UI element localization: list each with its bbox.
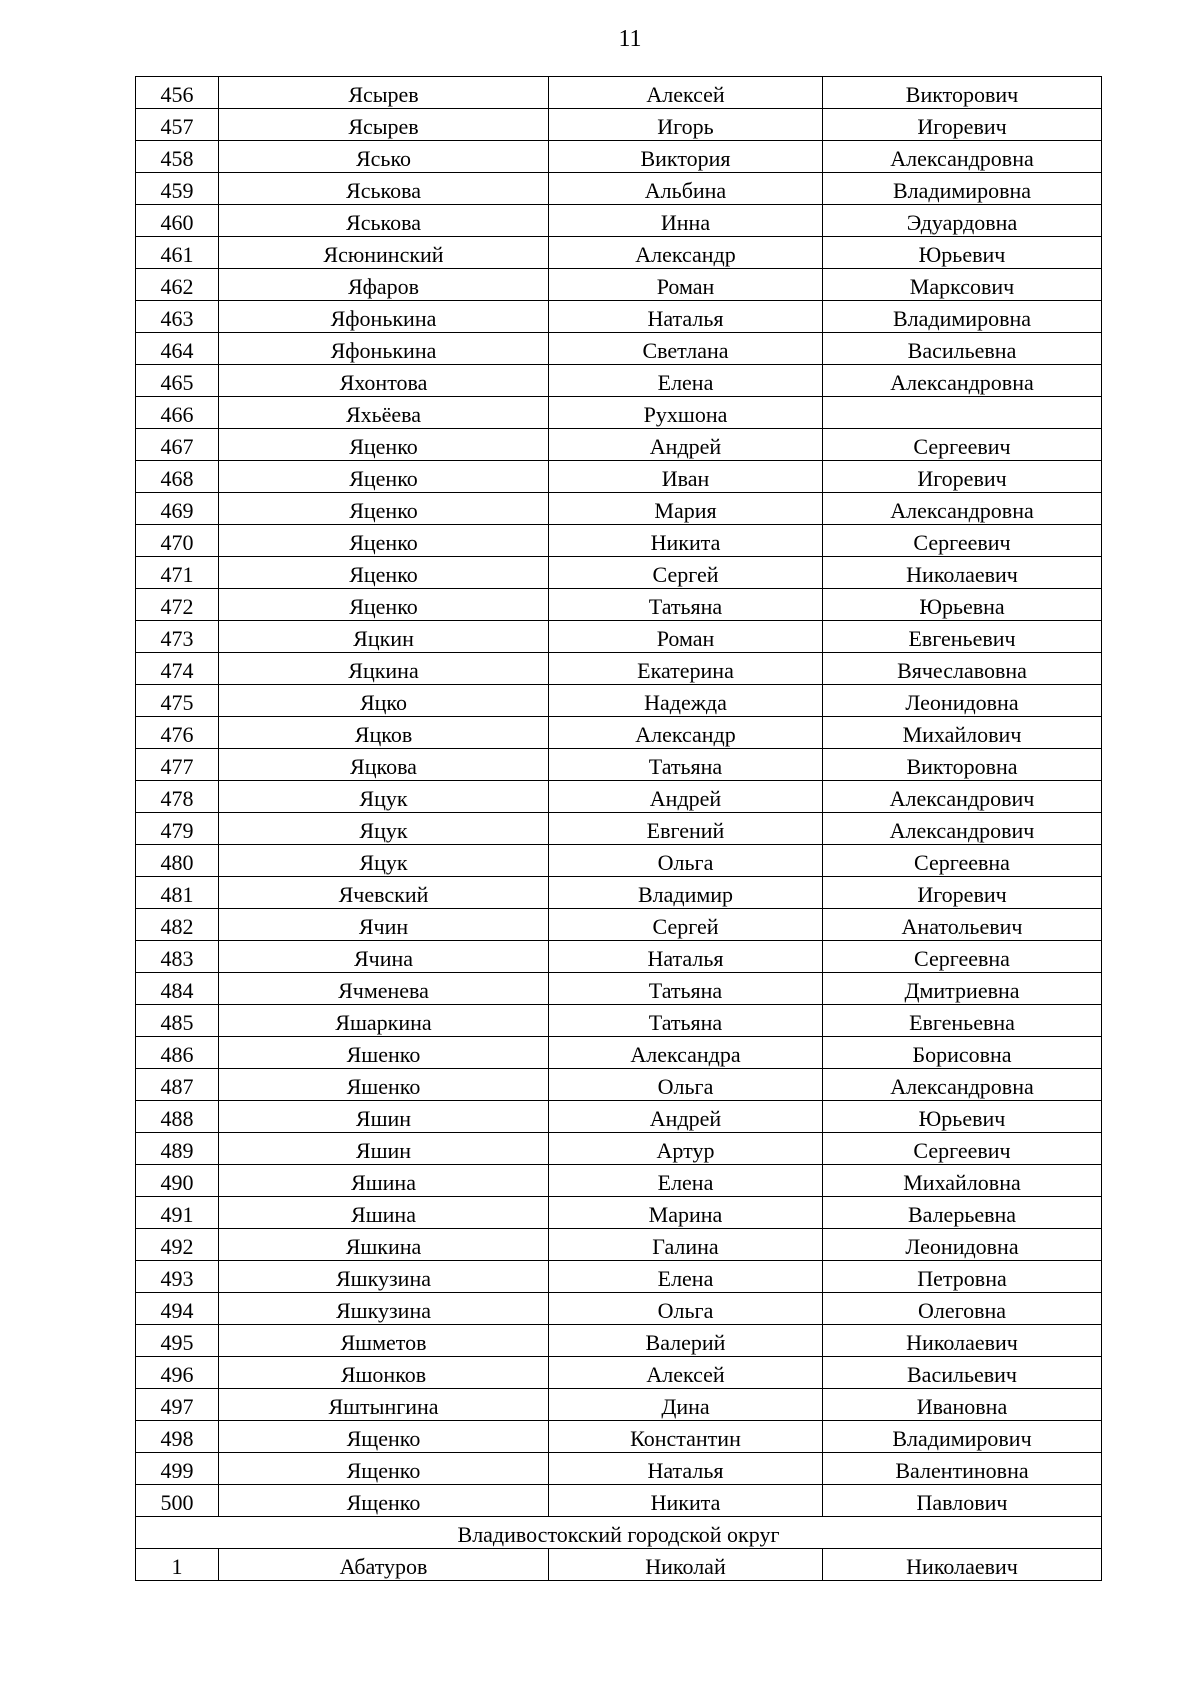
table-row xyxy=(136,1069,1102,1101)
row-number: 473 xyxy=(136,621,219,653)
first-name: Андрей xyxy=(549,1101,823,1133)
row-number: 492 xyxy=(136,1229,219,1261)
roster-table-body xyxy=(136,77,1102,1581)
first-name: Рухшона xyxy=(549,397,823,429)
row-number: 490 xyxy=(136,1165,219,1197)
first-name: Николай xyxy=(549,1549,823,1581)
last-name: Ячина xyxy=(219,941,549,973)
last-name: Яфаров xyxy=(219,269,549,301)
last-name: Ячевский xyxy=(219,877,549,909)
row-number: 474 xyxy=(136,653,219,685)
table-row xyxy=(136,109,1102,141)
first-name: Артур xyxy=(549,1133,823,1165)
patronymic: Анатольевич xyxy=(823,909,1102,941)
last-name: Яценко xyxy=(219,589,549,621)
first-name: Роман xyxy=(549,621,823,653)
first-name: Роман xyxy=(549,269,823,301)
table-row xyxy=(136,1133,1102,1165)
first-name: Сергей xyxy=(549,557,823,589)
last-name: Яцук xyxy=(219,813,549,845)
table-row xyxy=(136,205,1102,237)
row-number: 496 xyxy=(136,1357,219,1389)
first-name: Надежда xyxy=(549,685,823,717)
last-name: Ячменева xyxy=(219,973,549,1005)
roster-table xyxy=(135,76,1102,1581)
last-name: Ященко xyxy=(219,1453,549,1485)
last-name: Ячин xyxy=(219,909,549,941)
row-number: 481 xyxy=(136,877,219,909)
table-row xyxy=(136,1389,1102,1421)
patronymic: Александровна xyxy=(823,141,1102,173)
last-name: Яшкина xyxy=(219,1229,549,1261)
first-name: Никита xyxy=(549,525,823,557)
table-row xyxy=(136,1325,1102,1357)
row-number: 486 xyxy=(136,1037,219,1069)
first-name: Алексей xyxy=(549,77,823,109)
row-number: 491 xyxy=(136,1197,219,1229)
table-row xyxy=(136,1197,1102,1229)
first-name: Татьяна xyxy=(549,1005,823,1037)
patronymic: Сергеевна xyxy=(823,845,1102,877)
patronymic: Леонидовна xyxy=(823,685,1102,717)
row-number: 471 xyxy=(136,557,219,589)
first-name: Галина xyxy=(549,1229,823,1261)
table-row xyxy=(136,1357,1102,1389)
last-name: Яценко xyxy=(219,461,549,493)
first-name: Альбина xyxy=(549,173,823,205)
patronymic: Юрьевич xyxy=(823,237,1102,269)
patronymic: Евгеньевич xyxy=(823,621,1102,653)
table-row xyxy=(136,1165,1102,1197)
row-number: 467 xyxy=(136,429,219,461)
row-number: 464 xyxy=(136,333,219,365)
row-number: 470 xyxy=(136,525,219,557)
last-name: Абатуров xyxy=(219,1549,549,1581)
first-name: Никита xyxy=(549,1485,823,1517)
first-name: Татьяна xyxy=(549,973,823,1005)
last-name: Яшаркина xyxy=(219,1005,549,1037)
patronymic: Александровна xyxy=(823,365,1102,397)
patronymic: Викторовна xyxy=(823,749,1102,781)
table-row xyxy=(136,781,1102,813)
patronymic: Игоревич xyxy=(823,109,1102,141)
last-name: Яцков xyxy=(219,717,549,749)
patronymic: Александровна xyxy=(823,1069,1102,1101)
row-number: 465 xyxy=(136,365,219,397)
table-row xyxy=(136,1453,1102,1485)
first-name: Марина xyxy=(549,1197,823,1229)
row-number: 479 xyxy=(136,813,219,845)
table-row xyxy=(136,1005,1102,1037)
last-name: Яшонков xyxy=(219,1357,549,1389)
table-row xyxy=(136,1485,1102,1517)
last-name: Яшенко xyxy=(219,1069,549,1101)
first-name: Константин xyxy=(549,1421,823,1453)
table-row xyxy=(136,1037,1102,1069)
table-row xyxy=(136,397,1102,429)
patronymic: Александрович xyxy=(823,781,1102,813)
first-name: Виктория xyxy=(549,141,823,173)
row-number: 485 xyxy=(136,1005,219,1037)
patronymic: Александровна xyxy=(823,493,1102,525)
patronymic xyxy=(823,397,1102,429)
patronymic: Васильевна xyxy=(823,333,1102,365)
patronymic: Владимировна xyxy=(823,173,1102,205)
last-name: Яшина xyxy=(219,1165,549,1197)
patronymic: Ивановна xyxy=(823,1389,1102,1421)
table-row xyxy=(136,685,1102,717)
first-name: Александр xyxy=(549,717,823,749)
table-row xyxy=(136,493,1102,525)
table-row xyxy=(136,333,1102,365)
last-name: Яценко xyxy=(219,557,549,589)
patronymic: Вячеславовна xyxy=(823,653,1102,685)
last-name: Ясюнинский xyxy=(219,237,549,269)
last-name: Яцкин xyxy=(219,621,549,653)
patronymic: Леонидовна xyxy=(823,1229,1102,1261)
patronymic: Валерьевна xyxy=(823,1197,1102,1229)
last-name: Яцук xyxy=(219,845,549,877)
first-name: Андрей xyxy=(549,781,823,813)
last-name: Яхонтова xyxy=(219,365,549,397)
first-name: Александр xyxy=(549,237,823,269)
table-row xyxy=(136,173,1102,205)
row-number: 497 xyxy=(136,1389,219,1421)
section-title: Владивостокский городской округ xyxy=(136,1517,1102,1549)
table-row xyxy=(136,621,1102,653)
patronymic: Сергеевна xyxy=(823,941,1102,973)
first-name: Андрей xyxy=(549,429,823,461)
last-name: Яшметов xyxy=(219,1325,549,1357)
last-name: Яськова xyxy=(219,205,549,237)
first-name: Дина xyxy=(549,1389,823,1421)
first-name: Александра xyxy=(549,1037,823,1069)
patronymic: Сергеевич xyxy=(823,525,1102,557)
table-row xyxy=(136,749,1102,781)
section-header-row xyxy=(136,1517,1102,1549)
last-name: Яцук xyxy=(219,781,549,813)
table-row xyxy=(136,941,1102,973)
table-row xyxy=(136,237,1102,269)
last-name: Яцкова xyxy=(219,749,549,781)
patronymic: Васильевич xyxy=(823,1357,1102,1389)
patronymic: Олеговна xyxy=(823,1293,1102,1325)
last-name: Яценко xyxy=(219,525,549,557)
patronymic: Николаевич xyxy=(823,1325,1102,1357)
last-name: Яшин xyxy=(219,1101,549,1133)
row-number: 468 xyxy=(136,461,219,493)
first-name: Ольга xyxy=(549,1293,823,1325)
patronymic: Николаевич xyxy=(823,1549,1102,1581)
row-number: 457 xyxy=(136,109,219,141)
table-row xyxy=(136,1101,1102,1133)
patronymic: Сергеевич xyxy=(823,429,1102,461)
table-row xyxy=(136,813,1102,845)
table-row xyxy=(136,77,1102,109)
row-number: 458 xyxy=(136,141,219,173)
last-name: Ященко xyxy=(219,1485,549,1517)
table-row xyxy=(136,1261,1102,1293)
first-name: Инна xyxy=(549,205,823,237)
row-number: 484 xyxy=(136,973,219,1005)
first-name: Татьяна xyxy=(549,589,823,621)
row-number: 459 xyxy=(136,173,219,205)
patronymic: Михайлович xyxy=(823,717,1102,749)
first-name: Ольга xyxy=(549,845,823,877)
last-name: Яшкузина xyxy=(219,1261,549,1293)
table-row xyxy=(136,557,1102,589)
last-name: Яштынгина xyxy=(219,1389,549,1421)
row-number: 472 xyxy=(136,589,219,621)
last-name: Ясырев xyxy=(219,77,549,109)
first-name: Елена xyxy=(549,1165,823,1197)
patronymic: Павлович xyxy=(823,1485,1102,1517)
row-number: 461 xyxy=(136,237,219,269)
patronymic: Николаевич xyxy=(823,557,1102,589)
last-name: Яцкина xyxy=(219,653,549,685)
patronymic: Владимирович xyxy=(823,1421,1102,1453)
last-name: Яшкузина xyxy=(219,1293,549,1325)
row-number: 482 xyxy=(136,909,219,941)
row-number: 500 xyxy=(136,1485,219,1517)
patronymic: Евгеньевна xyxy=(823,1005,1102,1037)
patronymic: Владимировна xyxy=(823,301,1102,333)
first-name: Сергей xyxy=(549,909,823,941)
last-name: Ященко xyxy=(219,1421,549,1453)
patronymic: Петровна xyxy=(823,1261,1102,1293)
row-number: 475 xyxy=(136,685,219,717)
first-name: Мария xyxy=(549,493,823,525)
first-name: Елена xyxy=(549,1261,823,1293)
table-row xyxy=(136,461,1102,493)
first-name: Валерий xyxy=(549,1325,823,1357)
row-number: 466 xyxy=(136,397,219,429)
first-name: Игорь xyxy=(549,109,823,141)
patronymic: Викторович xyxy=(823,77,1102,109)
patronymic: Александрович xyxy=(823,813,1102,845)
first-name: Владимир xyxy=(549,877,823,909)
last-name: Яшенко xyxy=(219,1037,549,1069)
first-name: Наталья xyxy=(549,301,823,333)
row-number: 476 xyxy=(136,717,219,749)
first-name: Екатерина xyxy=(549,653,823,685)
table-row xyxy=(136,589,1102,621)
table-row xyxy=(136,717,1102,749)
patronymic: Борисовна xyxy=(823,1037,1102,1069)
first-name: Ольга xyxy=(549,1069,823,1101)
table-row xyxy=(136,1549,1102,1581)
table-row xyxy=(136,525,1102,557)
patronymic: Игоревич xyxy=(823,461,1102,493)
patronymic: Юрьевич xyxy=(823,1101,1102,1133)
row-number: 460 xyxy=(136,205,219,237)
table-row xyxy=(136,909,1102,941)
patronymic: Игоревич xyxy=(823,877,1102,909)
patronymic: Дмитриевна xyxy=(823,973,1102,1005)
last-name: Яфонькина xyxy=(219,301,549,333)
table-row xyxy=(136,1229,1102,1261)
row-number: 489 xyxy=(136,1133,219,1165)
row-number: 487 xyxy=(136,1069,219,1101)
row-number: 462 xyxy=(136,269,219,301)
last-name: Ясько xyxy=(219,141,549,173)
first-name: Наталья xyxy=(549,941,823,973)
table-row xyxy=(136,1293,1102,1325)
row-number: 499 xyxy=(136,1453,219,1485)
row-number: 469 xyxy=(136,493,219,525)
row-number: 480 xyxy=(136,845,219,877)
first-name: Наталья xyxy=(549,1453,823,1485)
table-row xyxy=(136,1421,1102,1453)
last-name: Яськова xyxy=(219,173,549,205)
last-name: Яхьёева xyxy=(219,397,549,429)
table-row xyxy=(136,877,1102,909)
table-row xyxy=(136,141,1102,173)
row-number: 483 xyxy=(136,941,219,973)
first-name: Светлана xyxy=(549,333,823,365)
table-row xyxy=(136,365,1102,397)
table-row xyxy=(136,845,1102,877)
table-row xyxy=(136,973,1102,1005)
table-row xyxy=(136,269,1102,301)
first-name: Евгений xyxy=(549,813,823,845)
row-number: 1 xyxy=(136,1549,219,1581)
table-row xyxy=(136,653,1102,685)
last-name: Ясырев xyxy=(219,109,549,141)
patronymic: Михайловна xyxy=(823,1165,1102,1197)
patronymic: Марксович xyxy=(823,269,1102,301)
row-number: 498 xyxy=(136,1421,219,1453)
row-number: 493 xyxy=(136,1261,219,1293)
table-row xyxy=(136,301,1102,333)
first-name: Алексей xyxy=(549,1357,823,1389)
row-number: 494 xyxy=(136,1293,219,1325)
last-name: Яценко xyxy=(219,429,549,461)
row-number: 456 xyxy=(136,77,219,109)
last-name: Яфонькина xyxy=(219,333,549,365)
patronymic: Сергеевич xyxy=(823,1133,1102,1165)
last-name: Яшин xyxy=(219,1133,549,1165)
patronymic: Юрьевна xyxy=(823,589,1102,621)
table-row xyxy=(136,429,1102,461)
first-name: Иван xyxy=(549,461,823,493)
first-name: Татьяна xyxy=(549,749,823,781)
last-name: Яценко xyxy=(219,493,549,525)
patronymic: Эдуардовна xyxy=(823,205,1102,237)
row-number: 478 xyxy=(136,781,219,813)
last-name: Яцко xyxy=(219,685,549,717)
last-name: Яшина xyxy=(219,1197,549,1229)
row-number: 477 xyxy=(136,749,219,781)
first-name: Елена xyxy=(549,365,823,397)
patronymic: Валентиновна xyxy=(823,1453,1102,1485)
row-number: 488 xyxy=(136,1101,219,1133)
page-number: 11 xyxy=(618,26,642,52)
row-number: 463 xyxy=(136,301,219,333)
row-number: 495 xyxy=(136,1325,219,1357)
